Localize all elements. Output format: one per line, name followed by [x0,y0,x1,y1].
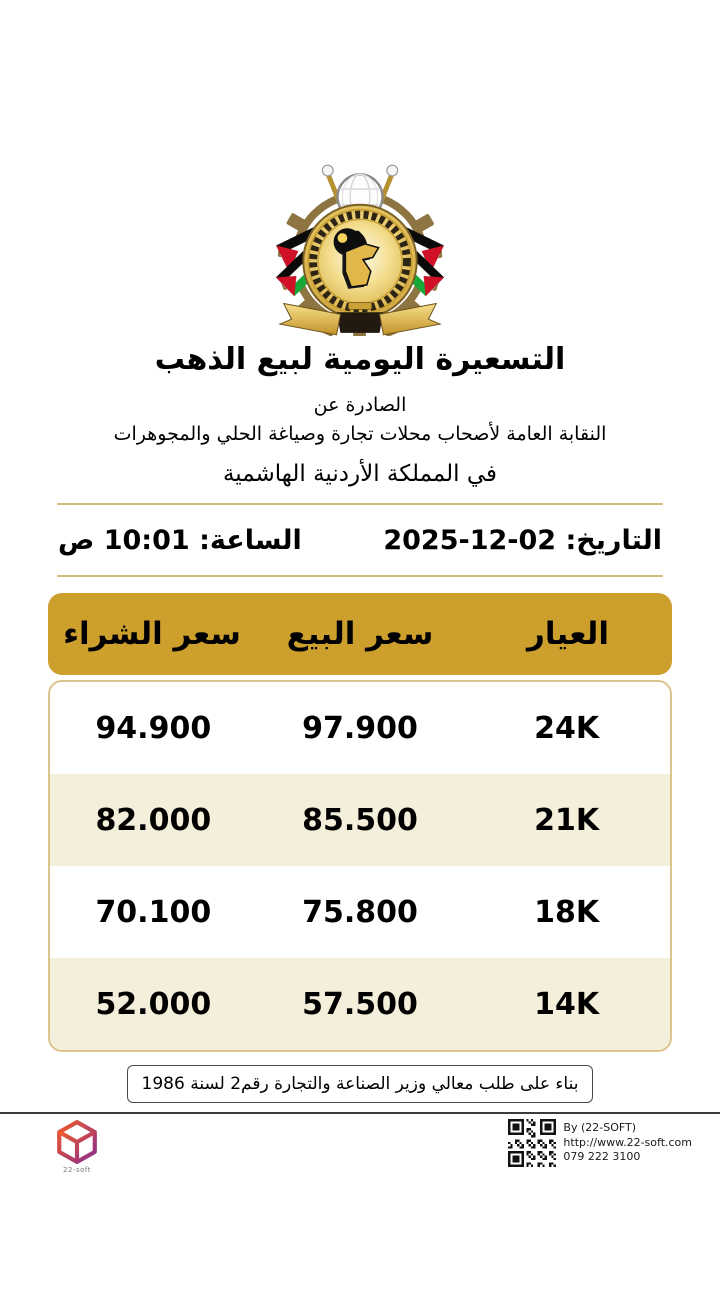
issued-by-text: الصادرة عن [313,394,407,416]
sell-price: 97.900 [302,710,418,746]
buy-price: 94.900 [95,710,212,746]
credit-block [508,1119,692,1167]
page-title: التسعيرة اليومية لبيع الذهب [154,342,566,377]
karat-value: 18K [534,894,600,930]
date-field [383,525,662,556]
table-row-18k [50,866,670,958]
note-wrap [0,1065,720,1103]
credit-by: By (22-SOFT) [563,1121,637,1134]
gold-rule-bottom [57,575,663,577]
time-field [58,525,302,556]
rate-table-body [48,680,672,1052]
time-label: الساعة: [199,524,302,556]
country-text: في المملكة الأردنية الهاشمية [222,461,498,487]
date-value: 02-12-2025 [383,524,557,556]
karat-value: 24K [534,710,600,746]
time-value: 10:01 ص [58,524,190,556]
syndicate-emblem-icon [272,140,448,336]
buy-price: 82.000 [95,802,212,838]
column-header-sell: سعر البيع [286,616,434,652]
table-row-14k [50,958,670,1050]
column-header-buy: سعر الشراء [63,616,241,652]
table-row-21k [50,774,670,866]
credit-url: http://www.22-soft.com [563,1135,692,1149]
sell-price: 75.800 [302,894,418,930]
brand-caption: 22-soft [63,1166,91,1174]
qr-code-icon [508,1119,556,1167]
credit-phone: 079 222 3100 [563,1150,641,1163]
logo-wrap [0,0,720,336]
decree-note: بناء على طلب معالي وزير الصناعة والتجارة رقم2 لسنة 1986 [127,1065,594,1103]
sell-price: 57.500 [302,986,418,1022]
buy-price: 52.000 [95,986,212,1022]
cube-logo-icon [56,1119,98,1165]
date-time-row [0,505,720,575]
credit-text [563,1119,692,1165]
buy-price: 70.100 [95,894,212,930]
footer [0,1114,720,1174]
sell-price: 85.500 [302,802,418,838]
karat-value: 21K [534,802,600,838]
karat-value: 14K [534,986,600,1022]
syndicate-name-text: النقابة العامة لأصحاب محلات تجارة وصياغة الحلي والمجوهرات [113,423,607,445]
date-label: التاريخ: [565,524,662,556]
table-row-24k [50,682,670,774]
brand-block [56,1119,98,1174]
rate-table-header [48,593,672,675]
column-header-karat: العيار [527,616,609,652]
